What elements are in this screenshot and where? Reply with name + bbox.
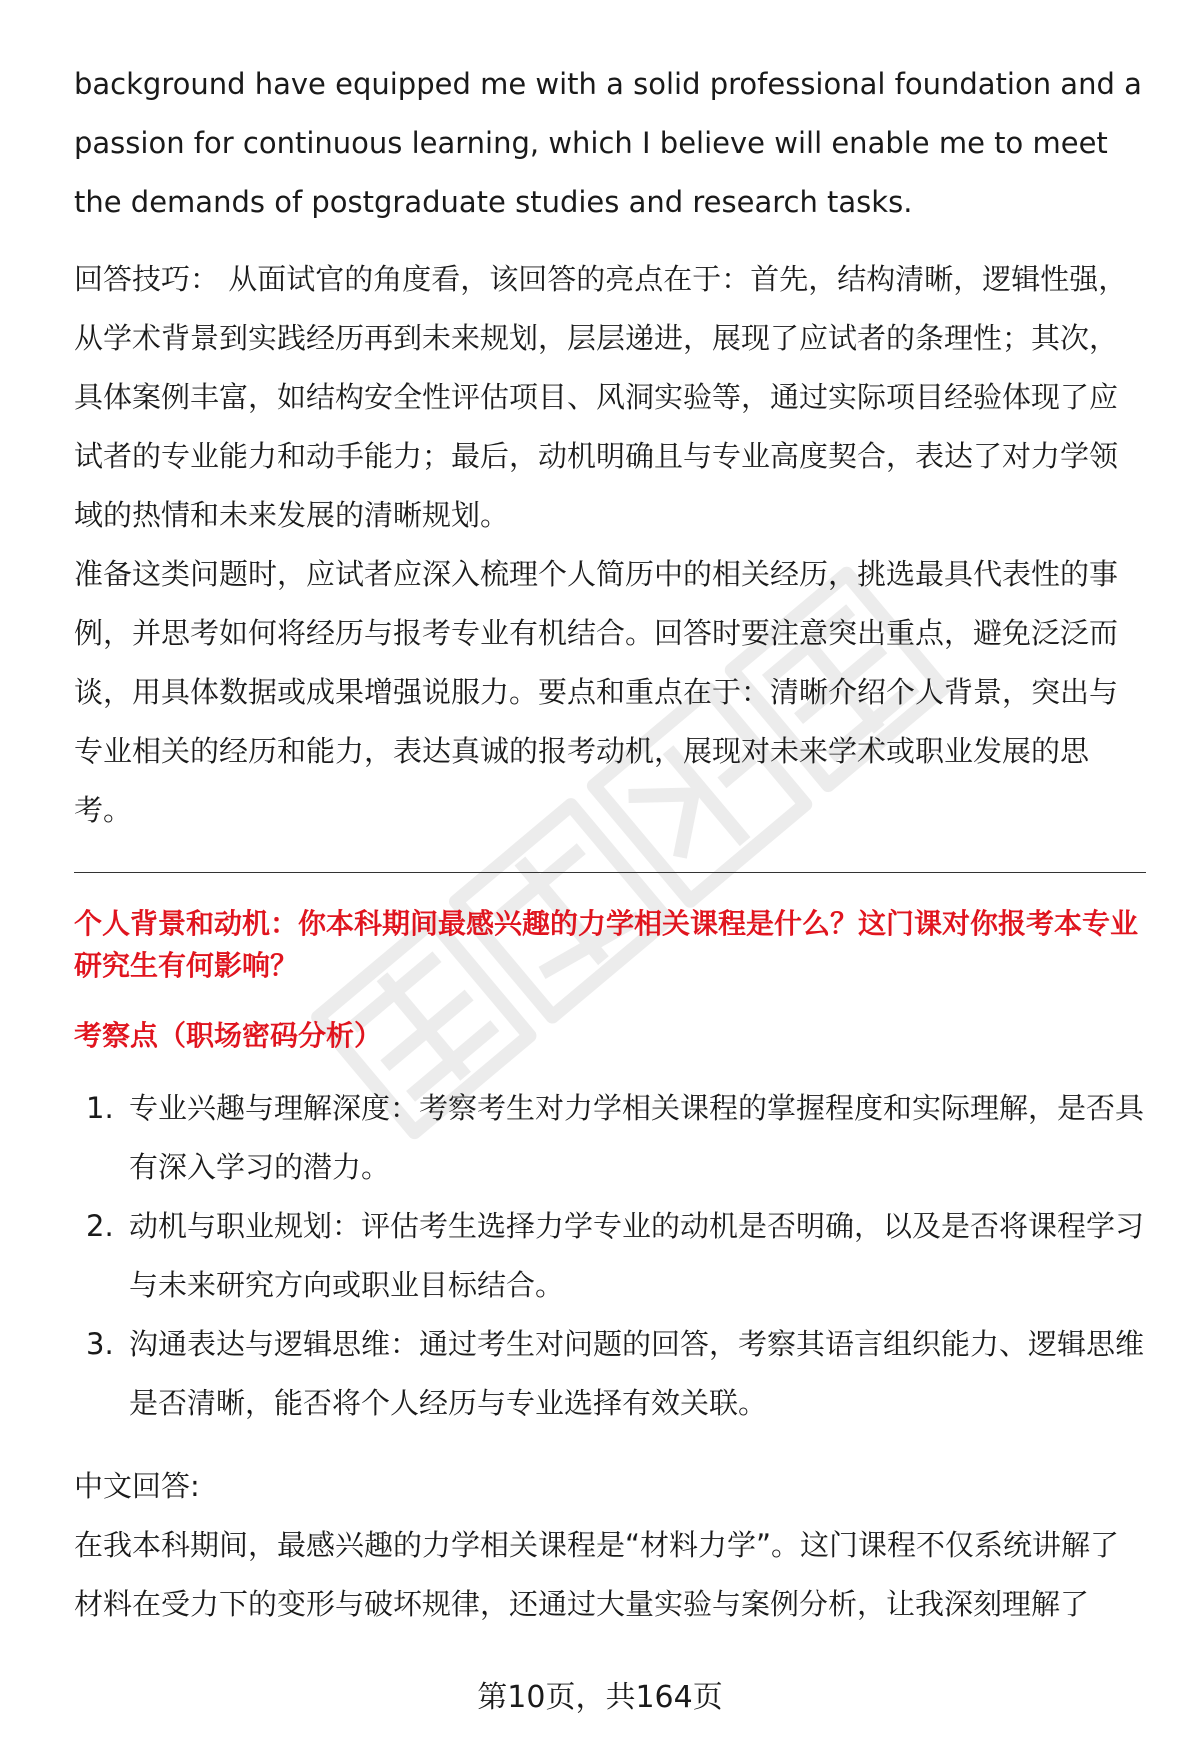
spacer [74,1057,1146,1079]
list-number: 1. [86,1091,114,1125]
list-item-text: 专业兴趣与理解深度：考察考生对力学相关课程的掌握程度和实际理解，是否具有深入学习的潜力。 [129,1091,1145,1184]
answer-paragraph: 在我本科期间，最感兴趣的力学相关课程是“材料力学”。这门课程不仅系统讲解了材料在受力下的变形与破坏规律，还通过大量实验与案例分析，让我深刻理解了 [74,1528,1120,1621]
spacer [74,987,1146,1015]
document-page [74,55,1146,1634]
answer-label: 中文回答: [74,1469,200,1503]
list-item-text: 沟通表达与逻辑思维：通过考生对问题的回答，考察其语言组织能力、逻辑思维是否清晰，能否将个人经历与专业选择有效关联。 [129,1327,1145,1420]
list-item [74,1079,1146,1197]
list-item [74,1197,1146,1315]
tips-paragraph: 回答技巧： 从面试官的角度看，该回答的亮点在于：首先，结构清晰，逻辑性强，从学术背景到实践经历再到未来规划，层层递进，展现了应试者的条理性；其次，具体案例丰富，如结构安全性评估项目、风洞实验等，通过实际项目经验体现了应试者的专业能力和动手能力；最后，动机明确且与专业高度契合，表达了对力学领域的热情和未来发展的清晰规划。 [74,262,1128,532]
preparation-paragraph: 准备这类问题时，应试者应深入梳理个人简历中的相关经历，挑选最具代表性的事例，并思考如何将经历与报考专业有机结合。回答时要注意突出重点，避免泛泛而谈，用具体数据或成果增强说服力。要点和重点在于：清晰介绍个人背景，突出与专业相关的经历和能力，表达真诚的报考动机，展现对未来学术或职业发展的思考。 [74,557,1119,827]
spacer [74,840,1146,872]
list-number: 3. [86,1327,114,1361]
spacer [74,873,1146,903]
list-item-text: 动机与职业规划：评估考生选择力学专业的动机是否明确，以及是否将课程学习与未来研究方向或职业目标结合。 [129,1209,1145,1302]
page-number: 第10页，共164页 [477,1680,723,1715]
list-item [74,1315,1146,1433]
assessment-points-label: 考察点（职场密码分析） [74,1019,383,1052]
list-number: 2. [86,1209,114,1243]
question-title: 个人背景和动机：你本科期间最感兴趣的力学相关课程是什么？这门课对你报考本专业研究生有何影响？ [74,907,1139,982]
spacer [74,232,1146,250]
assessment-points-list [74,1079,1146,1433]
spacer [74,1433,1146,1457]
intro-paragraph: background have equipped me with a solid professional foundation and a passion for continuous learning, which I believe will enable me to meet the demands of postgraduate studies and research tasks. [74,67,1142,219]
